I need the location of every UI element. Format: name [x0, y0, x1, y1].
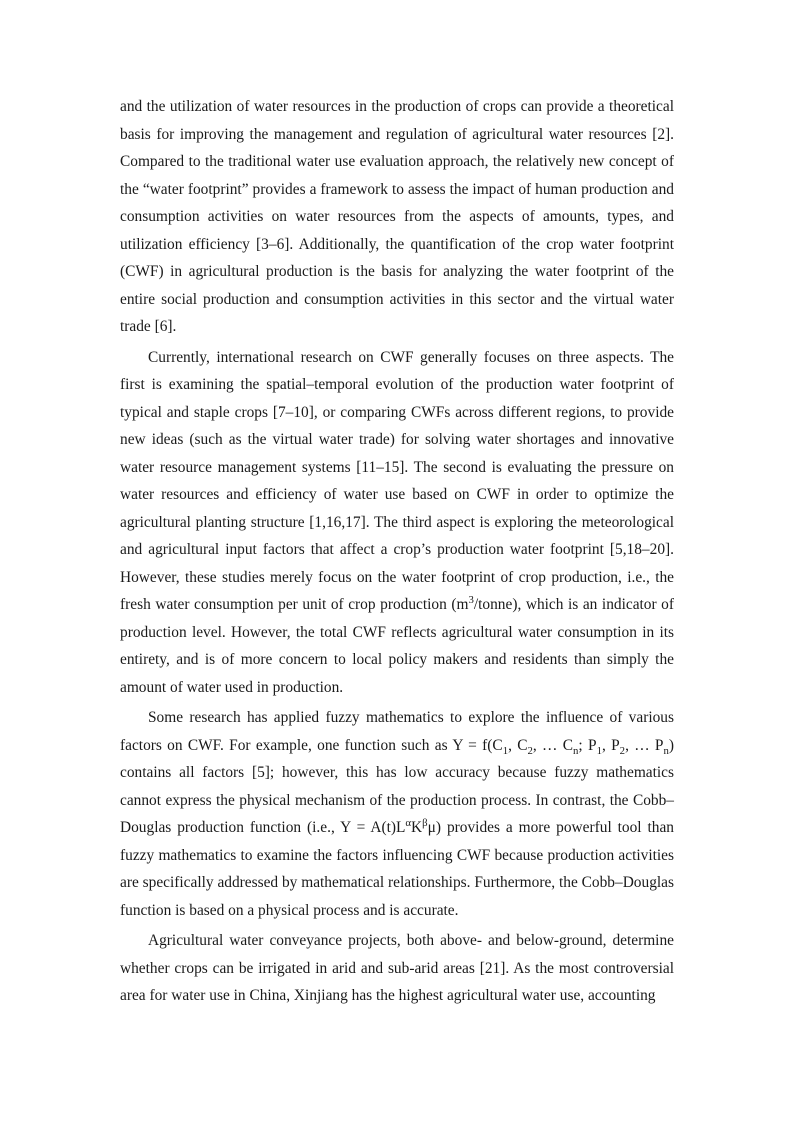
pn-subscript: n — [663, 744, 669, 757]
c1-subscript: 1 — [502, 744, 509, 757]
paragraph-1-text: and the utilization of water resources in the production of crops can provide a theoretical basis for improving the management and regulation of agricultural water resources [2]. Compared to the traditional water use evaluation approach, the relatively new concept of the “water footprint” provides a framework to assess the impact of human production and consumption activities on water resources from the aspects of amounts, types, and utilization efficiency [3–6]. Additionally, the quantification of the crop water footprint (CWF) in agricultural production is the basis for analyzing the water footprint of the entire social production and consumption activities in this sector and the virtual water trade [6]. — [120, 98, 674, 335]
paragraph-3-frag-a: Some research has applied fuzzy mathematics to explore the influence of various factors on CWF. For example, one function such as Y = f(C — [120, 709, 674, 754]
cubic-superscript: 3 — [468, 593, 474, 606]
paragraph-3-frag-g: ) contains all factors [5]; however, this has low accuracy because fuzzy mathematics cannot express the physical mechanism of the production process. In contrast, the Cobb–Douglas production function (i.e., Y = A(t)L — [120, 736, 675, 836]
paragraph-3-frag-h: K — [411, 819, 423, 836]
cn-subscript: n — [573, 744, 579, 757]
p1-subscript: 1 — [596, 744, 602, 757]
paragraph-3-frag-e: , P — [601, 736, 620, 754]
paragraph-4 — [120, 927, 674, 1010]
paragraph-4-text: Agricultural water conveyance projects, both above- and below-ground, determine whether crops can be irrigated in arid and sub-arid areas [21]. As the most controversial area for water use in China, Xinjiang has the highest agricultural water use, accounting — [120, 932, 674, 1004]
paragraph-3 — [120, 704, 674, 924]
paragraph-1 — [120, 93, 674, 341]
paragraph-2 — [120, 344, 674, 702]
paragraph-3-frag-c: , … C — [532, 736, 574, 754]
paragraph-3-frag-i: μ) provides a more powerful tool than fuzzy mathematics to examine the factors influencing CWF because production activities are specifically addressed by mathematical relationships. Furthermore, the Cobb–Douglas function is based on a physical process and is accurate. — [120, 819, 674, 919]
p2-subscript: 2 — [619, 744, 626, 757]
paragraph-2-text-before: Currently, international research on CWF generally focuses on three aspects. The first is examining the spatial–temporal evolution of the production water footprint of typical and staple crops [7–10], or comparing CWFs across different regions, to provide new ideas (such as the virtual water trade) for solving water shortages and innovative water resource management systems [11–15]. The second is evaluating the pressure on water resources and efficiency of water use based on CWF in order to optimize the agricultural planting structure [1,16,17]. The third aspect is exploring the meteorological and agricultural input factors that affect a crop’s production water footprint [5,18–20]. However, these studies merely focus on the water footprint of crop production, i.e., the fresh water consumption per unit of crop production (m — [120, 348, 674, 613]
paragraph-2-text-after: /tonne), which is an indicator of production level. However, the total CWF reflects agricultural water consumption in its entirety, and is of more concern to local policy makers and residents than simply the amount of water used in production. — [120, 596, 674, 696]
c2-subscript: 2 — [527, 744, 533, 757]
paragraph-3-frag-b: , C — [508, 736, 528, 754]
paper-page — [120, 93, 674, 1013]
paragraph-3-frag-f: , … P — [625, 736, 664, 754]
beta-superscript: β — [422, 816, 428, 829]
alpha-superscript: α — [405, 816, 412, 829]
paragraph-3-frag-d: ; P — [578, 736, 597, 754]
